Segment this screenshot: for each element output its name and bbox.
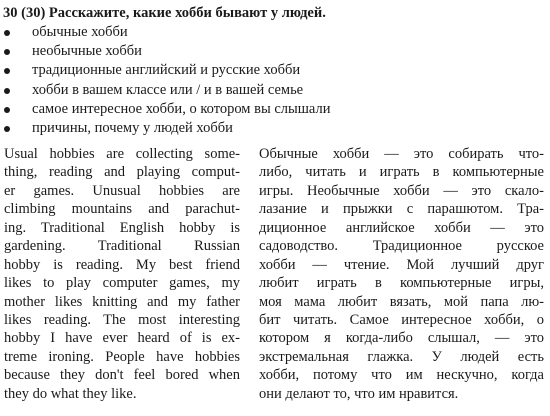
bullet-icon: [4, 30, 10, 36]
russian-text-line: либо, читать и играть в компьютерные: [259, 164, 544, 181]
bullet-icon: [4, 88, 10, 94]
english-text-line: they do what they like.: [4, 385, 137, 402]
english-text-line: er games. Unusual hobbies are: [4, 182, 240, 199]
russian-text-line: диционное английское хобби — это: [259, 219, 544, 236]
bullet-text: обычные хобби: [32, 24, 128, 40]
english-text-line: hobby is reading. My best friend: [4, 256, 240, 273]
bullet-text: необычные хобби: [32, 43, 142, 60]
english-answer-column: [4, 145, 240, 403]
english-text-line: Usual hobbies are collecting some-: [4, 146, 240, 162]
bullet-text: самое интересное хобби, о котором вы слышали: [32, 100, 331, 117]
english-text-line: gardening. Traditional Russian: [4, 238, 240, 255]
russian-text-line: лазание и прыжки с парашютом. Тра-: [259, 201, 544, 218]
russian-text-line: Обычные хобби — это собирать что-: [259, 146, 544, 162]
english-text-line: likes reading. The most interesting: [4, 311, 240, 328]
english-text-line: ing. Traditional English hobby is: [4, 219, 240, 236]
bullet-text: причины, почему у людей хобби: [32, 119, 233, 136]
task-heading: 30 (30) Расскажите, какие хобби бывают у людей.: [3, 5, 326, 21]
russian-text-line: бит читать. Самое интересное хобби, о: [259, 311, 544, 328]
russian-text-line: экстремальная глажка. У людей есть: [259, 348, 544, 365]
russian-text-line: игры. Необычные хобби — это скало-: [259, 182, 544, 199]
russian-text-line: они делают то, что им нравится.: [259, 385, 459, 402]
russian-answer-column: [259, 145, 544, 403]
bullet-icon: [4, 126, 10, 132]
bullet-icon: [4, 107, 10, 113]
russian-text-line: моя мама любит вязать, мой папа лю-: [259, 293, 544, 310]
russian-text-line: хобби — чтение. Мой лучший друг: [259, 256, 544, 273]
bullet-text: хобби в вашем классе или / и в вашей семье: [32, 81, 304, 98]
english-text-line: climbing mountains and parachut-: [4, 201, 240, 218]
english-text-line: hobby I have ever heard of is ex-: [4, 330, 240, 347]
bullet-icon: [4, 49, 10, 55]
english-text-line: mother likes knitting and my father: [4, 293, 240, 310]
english-text-line: thing, reading and playing comput-: [4, 164, 240, 181]
english-text-line: because they don't feel bored when: [4, 367, 240, 384]
russian-text-line: любит играть в компьютерные игры,: [259, 275, 544, 292]
english-text-line: treme ironing. People have hobbies: [4, 348, 240, 365]
english-text-line: likes to play computer games, my: [4, 275, 240, 292]
russian-text-line: садоводство. Традиционное русское: [259, 238, 544, 255]
russian-text-line: котором я когда-либо слышал, — это: [259, 330, 544, 347]
russian-text-line: хобби, потому что им нескучно, когда: [259, 367, 544, 384]
bullet-icon: [4, 68, 10, 74]
bullet-text: традиционные английский и русские хобби: [32, 62, 301, 79]
